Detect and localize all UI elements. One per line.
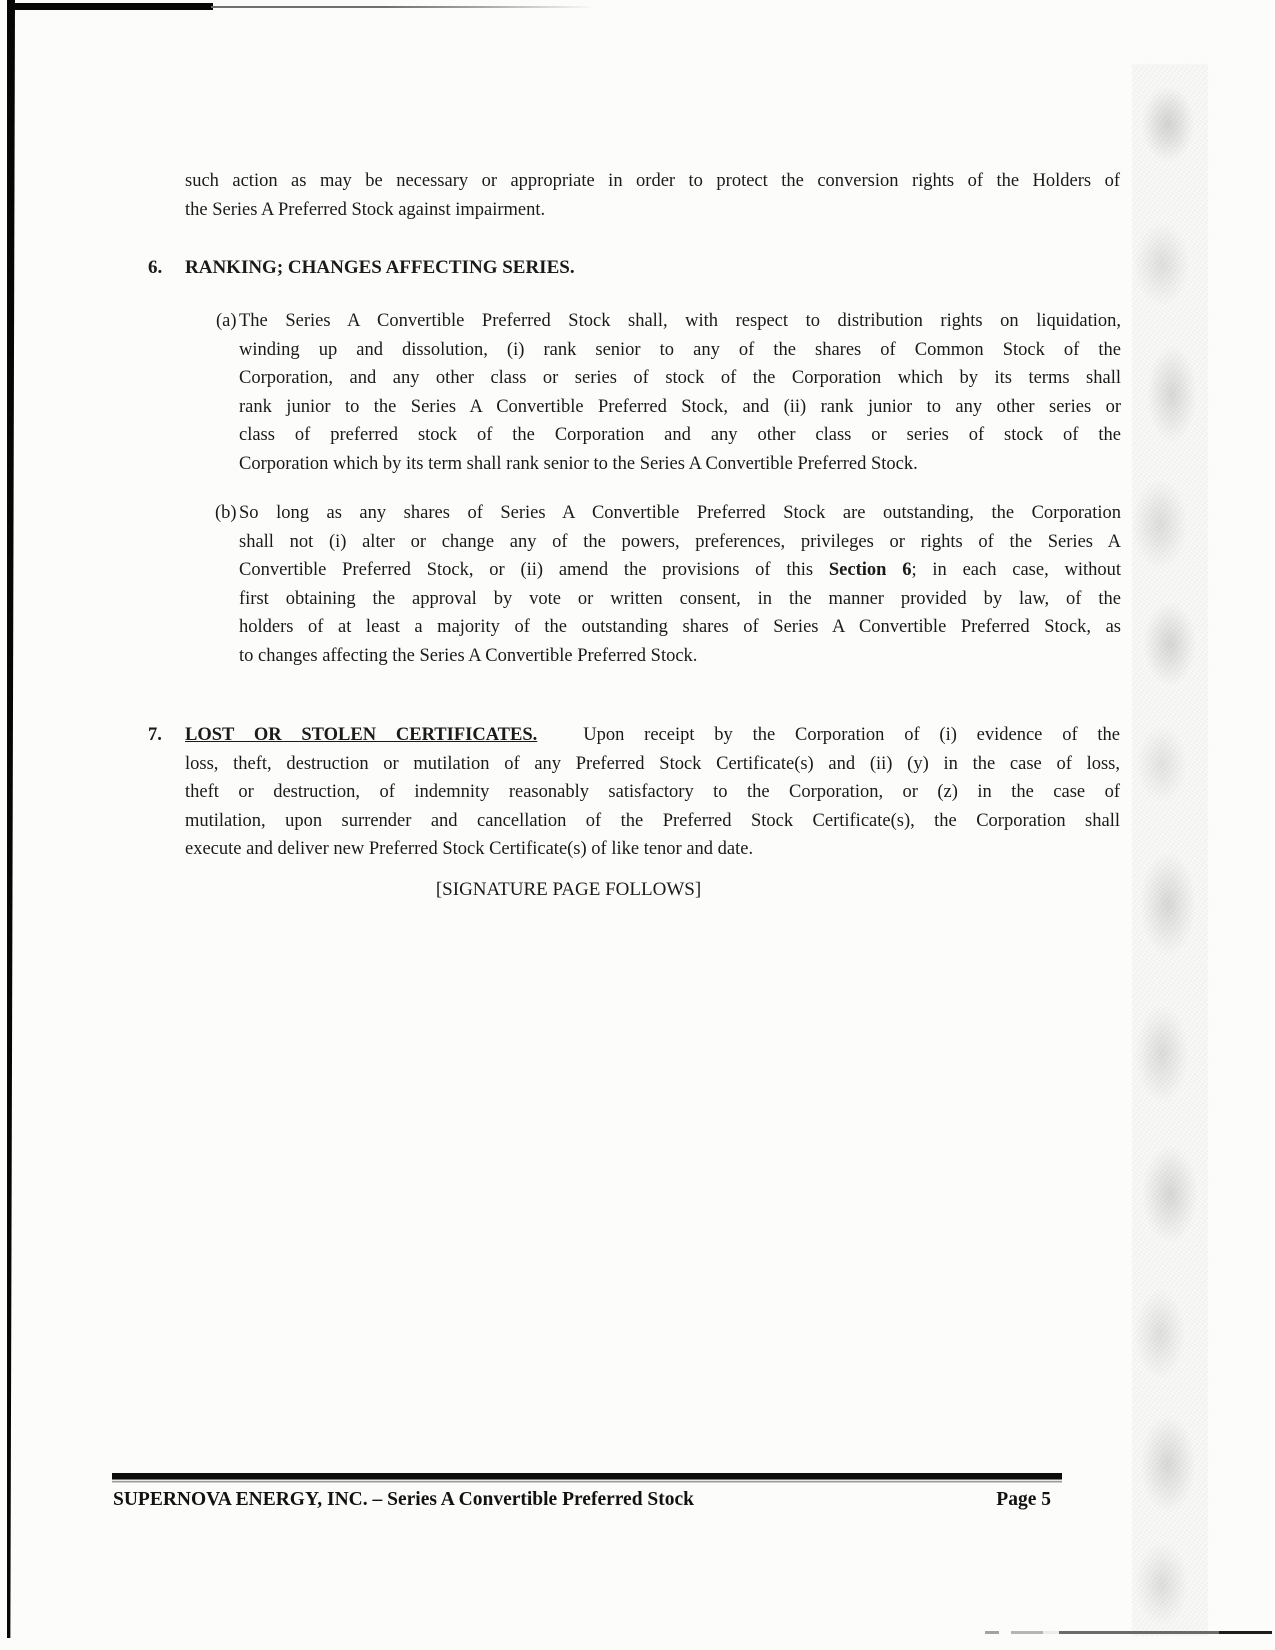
section-7-number: 7.: [148, 725, 162, 745]
footer-page-number: Page 5: [996, 1489, 1051, 1510]
section-6-heading-text: RANKING; CHANGES AFFECTING SERIES.: [185, 257, 575, 278]
section-7-text: [185, 721, 1120, 864]
scan-artifact-bottom-dash: [985, 1631, 1272, 1634]
scan-noise-band: [1132, 64, 1208, 1636]
text-line: execute and deliver new Preferred Stock Certificate(s) of like tenor and date.: [185, 839, 754, 859]
text-line: loss, theft, destruction or mutilation of any Preferred Stock Certificate(s) and (ii) (y) in the case of loss,: [185, 753, 1120, 774]
intro-continuation-paragraph: [185, 167, 1120, 224]
text-line: class of preferred stock of the Corporation and any other class or series of stock of the: [239, 425, 1121, 445]
text-line: LOST OR STOLEN CERTIFICATES. Upon receipt by the Corporation of (i) evidence of the: [185, 725, 1120, 745]
list-item-b-label: (b): [215, 503, 237, 523]
text-line: holders of at least a majority of the outstanding shares of Series A Convertible Preferred Stock, as: [239, 617, 1121, 637]
list-item-b: [215, 499, 1122, 670]
text-line: to changes affecting the Series A Convertible Preferred Stock.: [239, 645, 698, 666]
text-line: theft or destruction, of indemnity reasonably satisfactory to the Corporation, or (z) in the case of: [185, 782, 1120, 802]
section-7-paragraph: [148, 721, 1120, 864]
text-line: such action as may be necessary or appropriate in order to protect the conversion rights of the Holders of: [185, 171, 1120, 191]
text-line: mutilation, upon surrender and cancellation of the Preferred Stock Certificate(s), the Corporation shall: [185, 810, 1120, 831]
footer-document-title: SUPERNOVA ENERGY, INC. – Series A Convertible Preferred Stock: [113, 1489, 695, 1510]
list-item-a: [216, 307, 1121, 478]
text-line: first obtaining the approval by vote or written consent, in the manner provided by law, of the: [239, 588, 1121, 609]
footer-rule: [112, 1473, 1062, 1483]
section-6-number: 6.: [148, 257, 163, 278]
scan-artifact-top-edge: [7, 3, 213, 10]
text-line: Convertible Preferred Stock, or (ii) amend the provisions of this Section 6; in each case, without: [239, 560, 1122, 580]
text-line: Corporation, and any other class or series of stock of the Corporation which by its terms shall: [239, 368, 1121, 388]
list-item-a-label: (a): [216, 311, 237, 331]
scan-artifact-left-edge: [7, 0, 15, 1638]
text-line: the Series A Preferred Stock against impairment.: [185, 199, 546, 220]
signature-page-note: [SIGNATURE PAGE FOLLOWS]: [435, 879, 702, 900]
text-line: rank junior to the Series A Convertible Preferred Stock, and (ii) rank junior to any other series or: [239, 396, 1121, 417]
scan-artifact-top-edge-thin: [211, 6, 595, 8]
list-item-b-text: [239, 499, 1121, 670]
section-6-heading: [148, 254, 1120, 283]
text-line: So long as any shares of Series A Convertible Preferred Stock are outstanding, the Corporation: [239, 503, 1121, 523]
text-line: winding up and dissolution, (i) rank senior to any of the shares of Common Stock of the: [239, 339, 1121, 360]
text-line: The Series A Convertible Preferred Stock shall, with respect to distribution rights on liquidation,: [239, 311, 1121, 331]
text-line: shall not (i) alter or change any of the powers, preferences, privileges or rights of the Series A: [239, 531, 1121, 552]
list-item-a-text: [239, 307, 1121, 478]
page-footer: [113, 1487, 1063, 1513]
text-line: Corporation which by its term shall rank senior to the Series A Convertible Preferred Stock.: [239, 453, 918, 474]
